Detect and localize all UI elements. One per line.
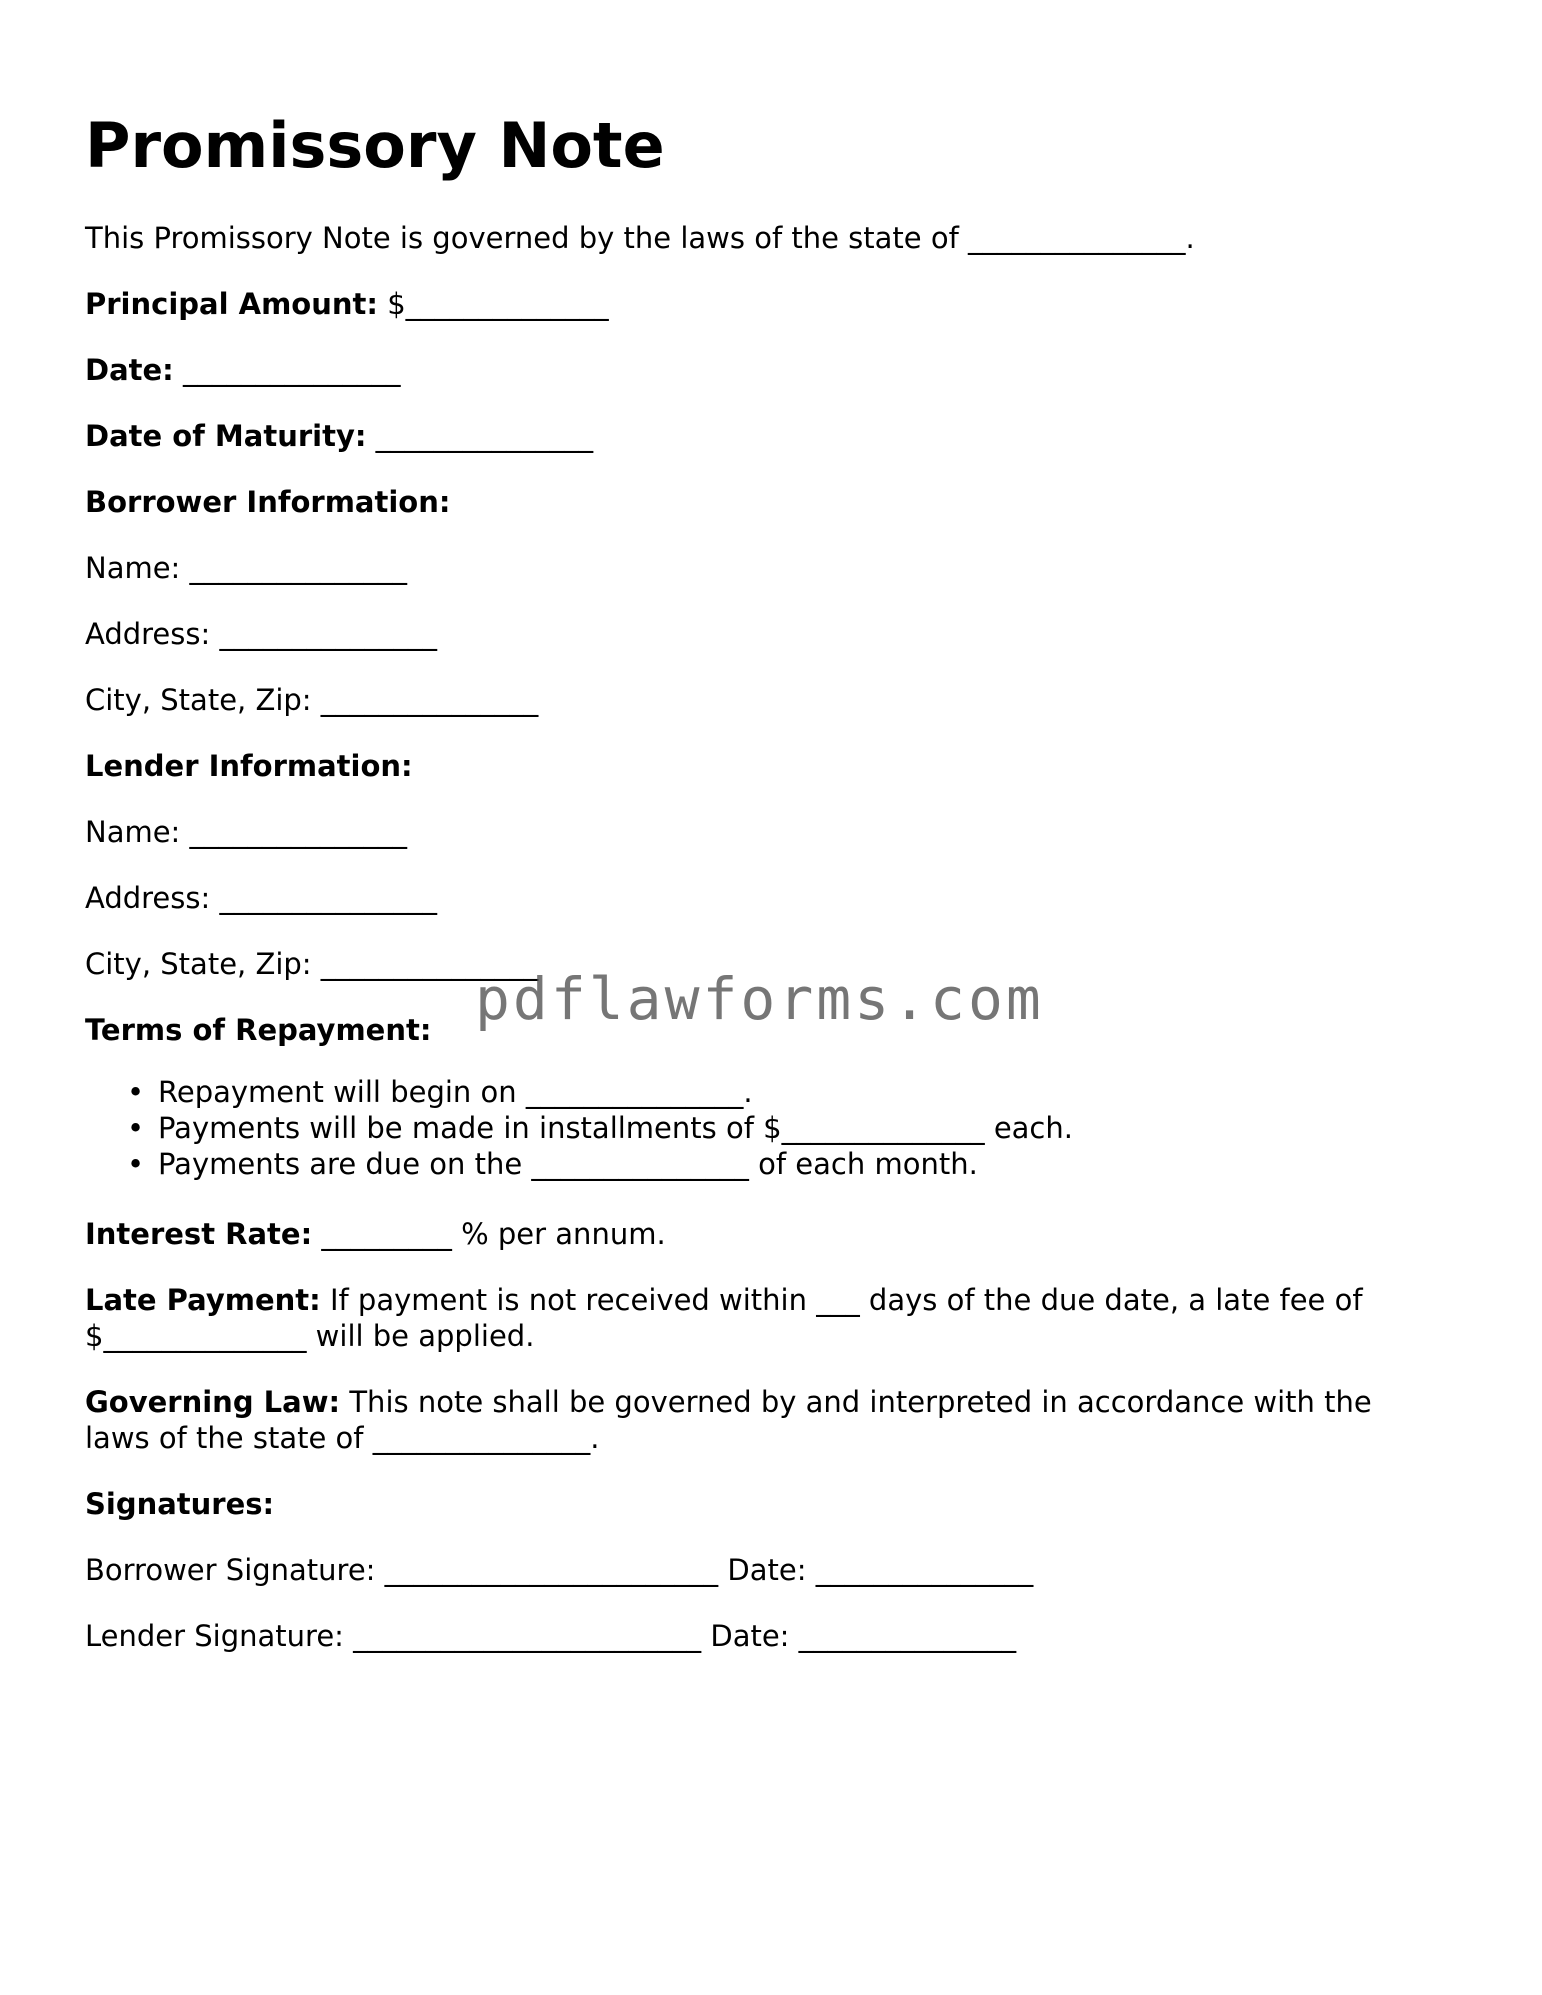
bullet-icon: • [127, 1147, 145, 1181]
bullet-icon: • [127, 1075, 145, 1109]
document-title: Promissory Note [85, 109, 665, 182]
signatures-heading: Signatures: [85, 1487, 275, 1521]
date-field: _______________ [173, 353, 401, 387]
maturity-date-field: _______________ [366, 419, 594, 453]
governing-law-text: This note shall be governed by and interpreted in accordance with the laws of the state of _______________. [85, 1385, 1372, 1455]
borrower-name-line: Name: _______________ [85, 551, 408, 585]
governing-law-label: Governing Law: [85, 1385, 341, 1419]
date-line [85, 352, 401, 388]
lender-city-line: City, State, Zip: _______________ [85, 947, 539, 981]
principal-amount-line [85, 286, 609, 322]
interest-rate-label: Interest Rate: [85, 1217, 313, 1251]
list-item [127, 1110, 1073, 1146]
borrower-address-line: Address: _______________ [85, 617, 437, 651]
list-item [127, 1146, 1073, 1182]
principal-amount-field: $______________ [377, 287, 609, 321]
maturity-date-label: Date of Maturity: [85, 419, 367, 453]
late-payment-text: If payment is not received within ___ days of the due date, a late fee of $______________ will be applied. [85, 1283, 1363, 1353]
late-payment-label: Late Payment: [85, 1283, 321, 1317]
terms-list [85, 1074, 1073, 1182]
lender-signature-line: Lender Signature: ________________________ Date: _______________ [85, 1619, 1017, 1653]
borrower-city-line: City, State, Zip: _______________ [85, 683, 539, 717]
lender-name-line: Name: _______________ [85, 815, 408, 849]
borrower-signature-line: Borrower Signature: _______________________ Date: _______________ [85, 1553, 1034, 1587]
late-payment-paragraph [85, 1282, 1445, 1354]
borrower-heading: Borrower Information: [85, 485, 451, 519]
interest-rate-field: _________ % per annum. [312, 1217, 666, 1251]
terms-item-text: Payments will be made in installments of $______________ each. [158, 1111, 1073, 1145]
intro-paragraph: This Promissory Note is governed by the laws of the state of _______________. [85, 221, 1195, 255]
terms-item-text: Repayment will begin on _______________. [158, 1075, 753, 1109]
date-label: Date: [85, 353, 174, 387]
terms-heading: Terms of Repayment: [85, 1013, 432, 1047]
bullet-icon: • [127, 1111, 145, 1145]
principal-amount-label: Principal Amount: [85, 287, 378, 321]
lender-heading: Lender Information: [85, 749, 413, 783]
list-item [127, 1074, 1073, 1110]
interest-rate-line [85, 1216, 666, 1252]
terms-item-text: Payments are due on the _______________ of each month. [158, 1147, 978, 1181]
governing-law-paragraph [85, 1384, 1445, 1456]
maturity-date-line [85, 418, 593, 454]
watermark: pdflawforms.com [475, 965, 1044, 1033]
lender-address-line: Address: _______________ [85, 881, 437, 915]
